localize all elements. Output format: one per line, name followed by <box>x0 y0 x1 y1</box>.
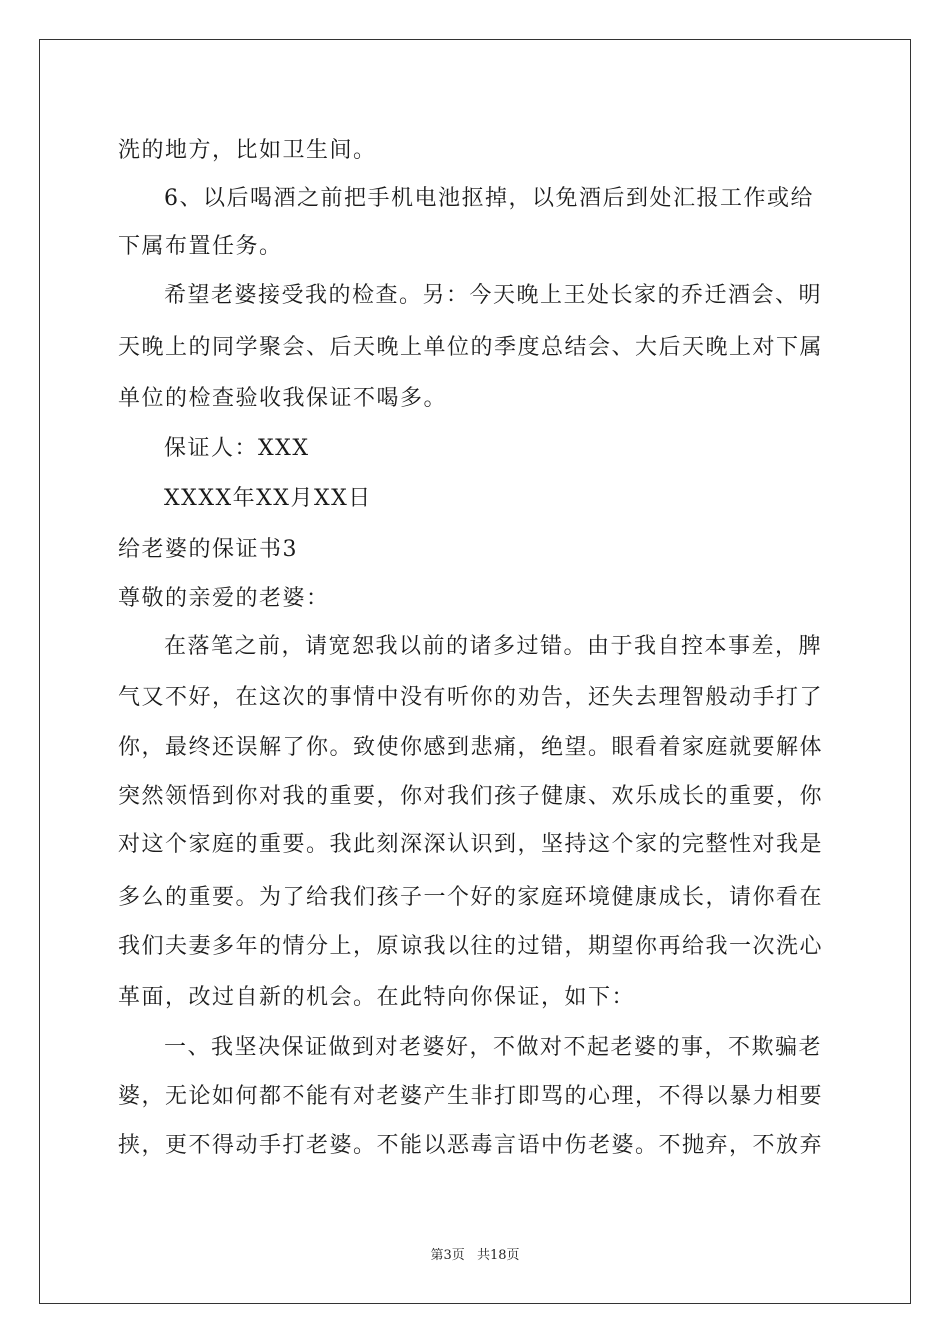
text-line: 我们夫妻多年的情分上，原谅我以往的过错，期望你再给我一次洗心 <box>118 934 824 959</box>
text-line: 下属布置任务。 <box>118 234 283 259</box>
text-line: 气又不好，在这次的事情中没有听你的劝告，还失去理智般动手打了 <box>118 685 824 710</box>
text-line: 在落笔之前，请宽恕我以前的诸多过错。由于我自控本事差，脾 <box>164 634 823 659</box>
date-line: XXXX年XX月XX日 <box>164 486 372 511</box>
text-line: 革面，改过自新的机会。在此特向你保证，如下： <box>118 985 636 1010</box>
text-line: 多么的重要。为了给我们孩子一个好的家庭环境健康成长，请你看在 <box>118 885 824 910</box>
page-border <box>39 39 911 1304</box>
text-line: 一、我坚决保证做到对老婆好，不做对不起老婆的事，不欺骗老 <box>164 1035 823 1060</box>
text-line: 天晚上的同学聚会、后天晚上单位的季度总结会、大后天晚上对下属 <box>118 335 824 360</box>
text-line: 挟，更不得动手打老婆。不能以恶毒言语中伤老婆。不抛弃，不放弃 <box>118 1133 824 1158</box>
text-line: 单位的检查验收我保证不喝多。 <box>118 386 448 411</box>
total-pages: 共18页 <box>476 1248 520 1263</box>
page-footer <box>0 1247 950 1265</box>
section-title: 给老婆的保证书3 <box>118 537 298 562</box>
page-number: 第3页 <box>430 1248 465 1263</box>
text-line: 希望老婆接受我的检查。另：今天晚上王处长家的乔迁酒会、明 <box>164 283 823 308</box>
text-line: 洗的地方，比如卫生间。 <box>118 138 377 163</box>
text-line: 你，最终还误解了你。致使你感到悲痛，绝望。眼看着家庭就要解体 <box>118 735 824 760</box>
text-line: 对这个家庭的重要。我此刻深深认识到，坚持这个家的完整性对我是 <box>118 832 824 857</box>
text-line: 6、以后喝酒之前把手机电池抠掉，以免酒后到处汇报工作或给 <box>164 186 814 211</box>
salutation: 尊敬的亲爱的老婆： <box>118 586 330 611</box>
signatory-line: 保证人：XXX <box>164 436 310 461</box>
text-line: 突然领悟到你对我的重要，你对我们孩子健康、欢乐成长的重要，你 <box>118 784 824 809</box>
text-line: 婆，无论如何都不能有对老婆产生非打即骂的心理，不得以暴力相要 <box>118 1084 824 1109</box>
